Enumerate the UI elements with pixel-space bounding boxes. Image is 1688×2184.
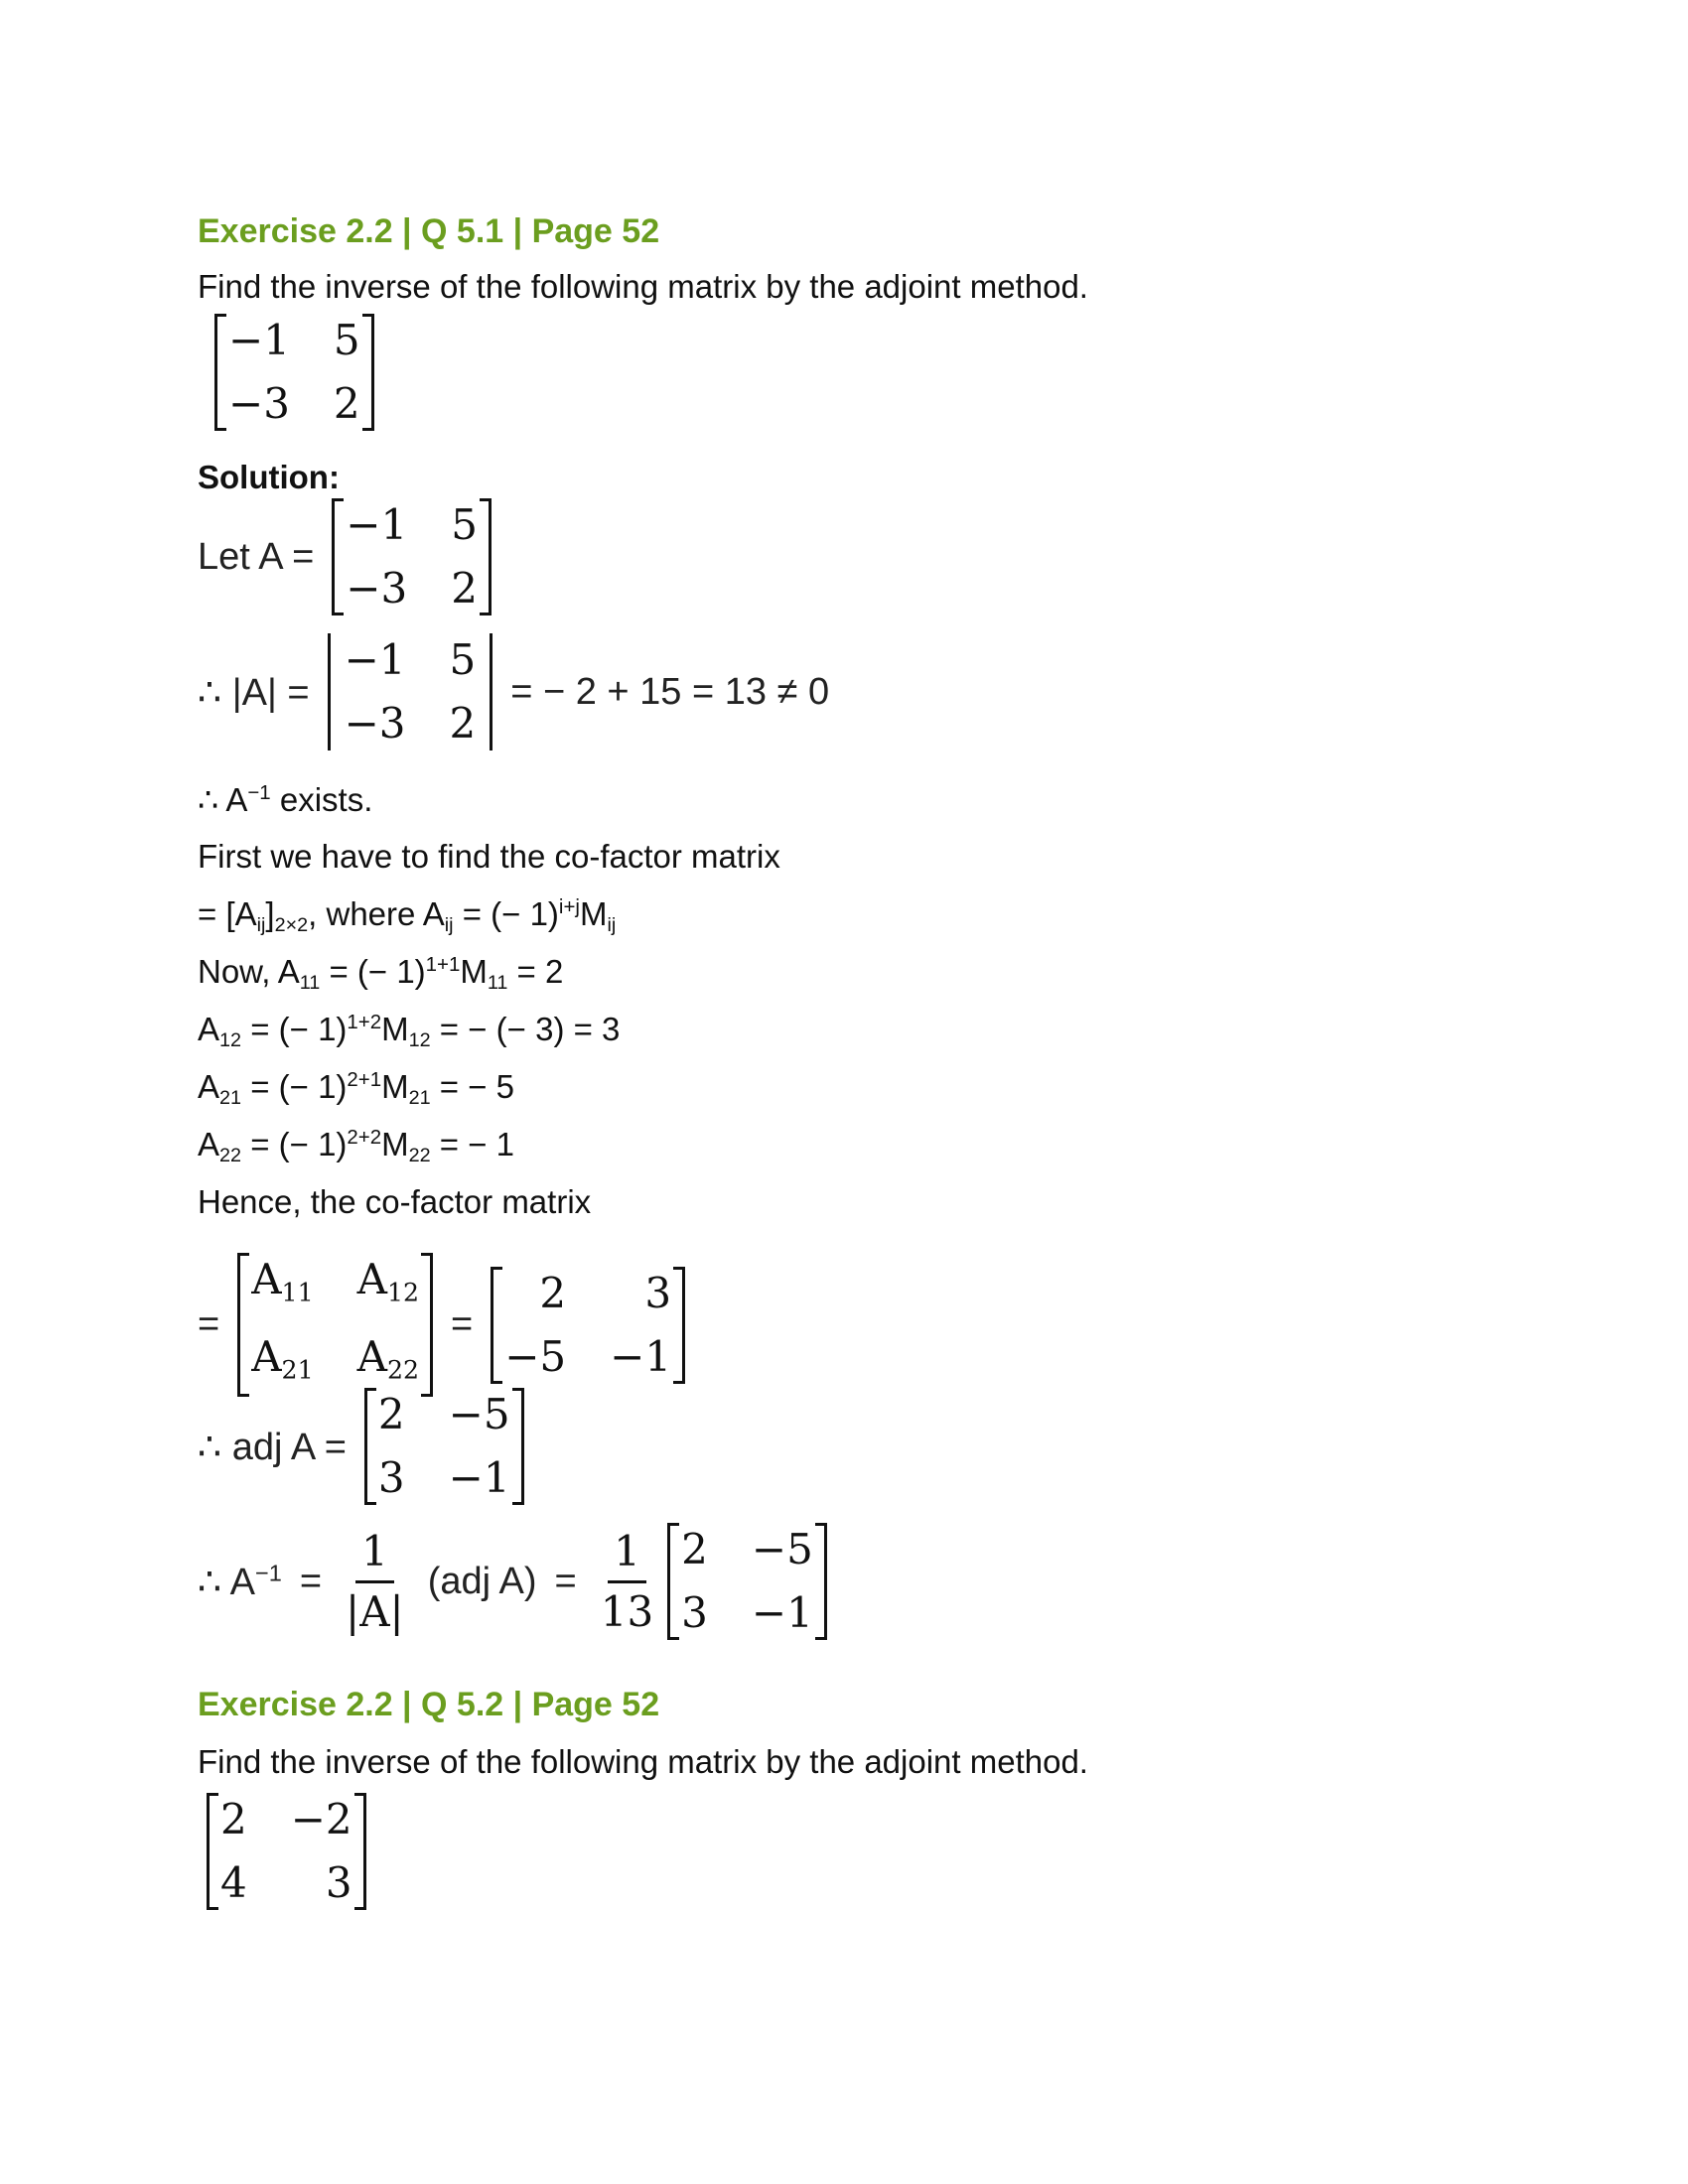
inv-a21: 3	[681, 1588, 708, 1637]
q2-matrix-a21: 4	[220, 1858, 247, 1907]
inverse-row	[198, 1523, 827, 1640]
let-a-matrix-a22: 2	[451, 564, 478, 613]
q2-prompt: Find the inverse of the following matrix by the adjoint method.	[198, 1743, 1088, 1780]
q2-matrix	[207, 1793, 366, 1910]
val-a21: −5	[504, 1331, 567, 1381]
q2-matrix-a22: 3	[325, 1858, 352, 1907]
cofactor-def-c: , where A	[308, 895, 445, 932]
q1-matrix-a11: −1	[228, 316, 290, 364]
cofactor-definition	[198, 895, 616, 937]
inverse-eq1: =	[299, 1560, 323, 1602]
line-post: = − 1	[430, 1126, 515, 1162]
cofactor-def-e: M	[579, 895, 608, 932]
let-a-matrix-a11: −1	[346, 500, 408, 549]
cofactor-def-f: ij	[607, 913, 617, 936]
inverse-exists-sup: −1	[247, 781, 271, 804]
sym-a11: A11	[251, 1255, 314, 1307]
adj-a22: −1	[448, 1453, 510, 1502]
q2-matrix-a11: 2	[220, 1795, 247, 1843]
fraction-one-over-det	[340, 1527, 410, 1637]
fraction2-denominator: 13	[600, 1586, 654, 1636]
q1-prompt: Find the inverse of the following matrix by the adjoint method.	[198, 268, 1088, 305]
line-pre: A	[198, 1068, 220, 1105]
cofactor-symbolic-matrix	[237, 1253, 433, 1397]
inverse-matrix	[667, 1523, 827, 1640]
line-post: = − 5	[430, 1068, 515, 1105]
line-mid: = (− 1)	[241, 1126, 348, 1162]
determinant-row	[198, 633, 829, 751]
sym-a22: A22	[356, 1331, 420, 1385]
hence-cofactor: Hence, the co-factor matrix	[198, 1183, 592, 1220]
cofactor-line-a21	[198, 1068, 514, 1110]
inverse-eq2: =	[554, 1560, 577, 1602]
let-a-matrix-a21: −3	[346, 564, 408, 613]
cofactor-eq1: =	[198, 1303, 220, 1346]
sym-a21: A21	[251, 1331, 314, 1385]
q2-heading: Exercise 2.2 | Q 5.2 | Page 52	[198, 1686, 660, 1723]
determinant-result: = − 2 + 15 = 13 ≠ 0	[510, 670, 830, 713]
inverse-exists-suffix: exists.	[270, 781, 373, 818]
inverse-exists	[198, 780, 372, 819]
solution-title: Solution:	[198, 459, 340, 495]
cofactor-intro: First we have to find the co-factor matrix	[198, 838, 780, 875]
adj-a21: 3	[377, 1453, 405, 1502]
line-post: = 2	[507, 953, 564, 990]
cofactor-line-a22	[198, 1126, 514, 1167]
let-a-row	[198, 498, 492, 615]
adj-a-text: (adj A)	[427, 1560, 537, 1602]
let-a-label: Let A =	[198, 535, 315, 578]
q1-matrix-a12: 5	[333, 316, 360, 364]
determinant-matrix	[328, 633, 493, 751]
cofactor-line-a12	[198, 1011, 620, 1052]
cofactor-def-ij2: ij	[444, 913, 454, 936]
inv-a12: −5	[751, 1525, 813, 1573]
line-pre: A	[198, 1011, 220, 1047]
line-sub2: 21	[408, 1086, 431, 1109]
line-pre: A	[198, 1126, 220, 1162]
line-m: M	[460, 953, 488, 990]
line-sub2: 22	[408, 1144, 431, 1166]
inverse-label: ∴ $A^{-1}$	[198, 1559, 282, 1603]
line-sub1: 12	[219, 1028, 242, 1051]
adj-a11: 2	[377, 1390, 405, 1438]
q1-matrix-a22: 2	[333, 379, 360, 428]
cofactor-eq2: =	[451, 1303, 474, 1346]
let-a-matrix-a12: 5	[451, 500, 478, 549]
line-sub1: 22	[219, 1144, 242, 1166]
cofactor-def-a: = [A	[198, 895, 257, 932]
line-sub1: 21	[219, 1086, 242, 1109]
adjoint-label: ∴ adj A =	[198, 1426, 347, 1468]
line-m: M	[381, 1068, 409, 1105]
q1-heading: Exercise 2.2 | Q 5.1 | Page 52	[198, 212, 660, 250]
line-sup: 2+1	[347, 1068, 382, 1091]
cofactor-def-size: 2×2	[274, 913, 309, 936]
q2-matrix-a12: −2	[290, 1795, 352, 1843]
adjoint-matrix	[364, 1388, 524, 1505]
inverse-exists-prefix: ∴ A	[198, 781, 248, 818]
cofactor-def-b: ]	[265, 895, 275, 932]
cofactor-line-a11	[198, 953, 563, 995]
line-m: M	[381, 1126, 409, 1162]
line-sub2: 12	[408, 1028, 431, 1051]
line-m: M	[381, 1011, 409, 1047]
fraction1-numerator: 1	[355, 1527, 394, 1583]
cofactor-def-sup: i+j	[558, 895, 580, 918]
line-mid: = (− 1)	[320, 953, 426, 990]
det-a11: −1	[344, 635, 406, 684]
fraction1-denominator: |A|	[346, 1586, 404, 1636]
cofactor-matrix-row	[198, 1253, 685, 1397]
fraction2-numerator: 1	[608, 1527, 646, 1583]
fraction-one-over-13	[595, 1527, 659, 1637]
cofactor-value-matrix	[491, 1267, 685, 1384]
line-sub1: 11	[299, 971, 321, 994]
cofactor-def-ij: ij	[256, 913, 266, 936]
inv-a11: 2	[681, 1525, 708, 1573]
determinant-label: ∴ |A| =	[198, 671, 310, 714]
line-mid: = (− 1)	[241, 1068, 348, 1105]
line-post: = − (− 3) = 3	[430, 1011, 621, 1047]
inv-a22: −1	[751, 1588, 813, 1637]
cofactor-def-d: = (− 1)	[453, 895, 559, 932]
line-pre: Now, A	[198, 953, 300, 990]
line-sup: 2+2	[347, 1126, 382, 1149]
det-a21: −3	[344, 699, 406, 748]
det-a12: 5	[449, 635, 477, 684]
line-mid: = (− 1)	[241, 1011, 348, 1047]
q1-matrix	[214, 314, 374, 431]
val-a11: 2	[539, 1268, 567, 1317]
let-a-matrix	[332, 498, 492, 615]
val-a22: −1	[610, 1331, 672, 1381]
q1-matrix-a21: −3	[228, 379, 290, 428]
line-sup: 1+1	[425, 953, 461, 976]
sym-a12: A12	[356, 1255, 420, 1307]
adjoint-row	[198, 1388, 524, 1505]
adj-a12: −5	[448, 1390, 510, 1438]
val-a12: 3	[644, 1268, 672, 1317]
det-a22: 2	[449, 699, 477, 748]
line-sup: 1+2	[347, 1011, 382, 1033]
line-sub2: 11	[487, 971, 508, 994]
